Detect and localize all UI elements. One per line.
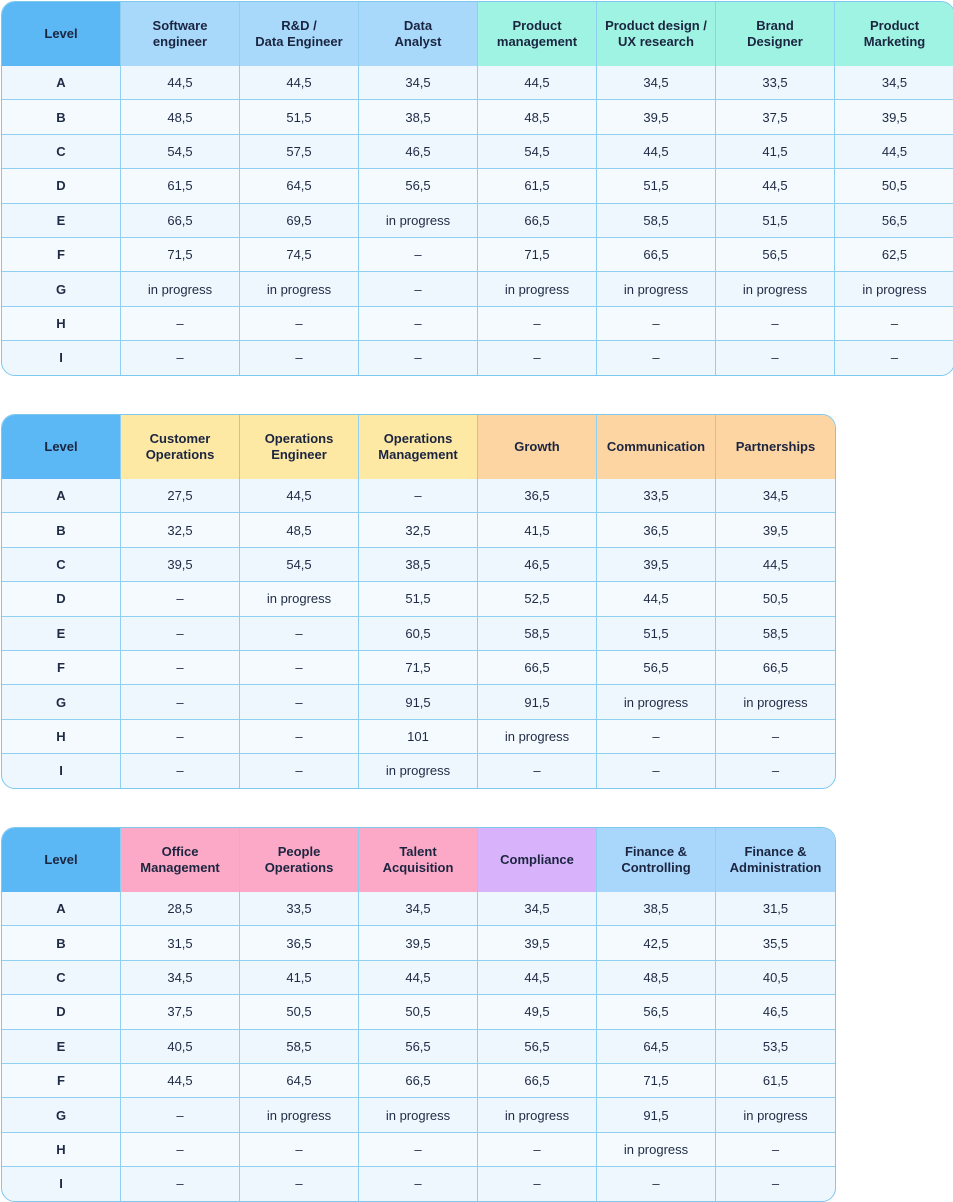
column-header-finance-administration: Finance & Administration (716, 828, 835, 892)
table-row (2, 651, 835, 685)
salary-cell: 46,5 (478, 548, 597, 582)
column-header-brand-designer: Brand Designer (716, 2, 835, 66)
level-cell: C (2, 548, 121, 582)
salary-cell: – (121, 307, 240, 341)
salary-cell: 34,5 (121, 961, 240, 995)
salary-cell: 31,5 (121, 926, 240, 960)
salary-cell: – (359, 479, 478, 513)
column-header-people-operations: People Operations (240, 828, 359, 892)
salary-cell: in progress (240, 582, 359, 616)
salary-cell: – (121, 1133, 240, 1167)
salary-cell: 42,5 (597, 926, 716, 960)
salary-cell: – (359, 307, 478, 341)
table-row (2, 582, 835, 616)
salary-cell: 54,5 (478, 135, 597, 169)
salary-cell: 44,5 (716, 548, 835, 582)
salary-cell: – (121, 754, 240, 787)
salary-cell: 34,5 (835, 66, 953, 100)
column-header-product-management: Product management (478, 2, 597, 66)
salary-cell: – (478, 1167, 597, 1200)
salary-cell: – (121, 582, 240, 616)
table-row (2, 479, 835, 513)
salary-cell: 64,5 (240, 169, 359, 203)
salary-cell: – (597, 307, 716, 341)
column-header-r-d-data-engineer: R&D / Data Engineer (240, 2, 359, 66)
table-row (2, 1030, 835, 1064)
salary-cell: 36,5 (478, 479, 597, 513)
salary-cell: 34,5 (359, 892, 478, 926)
salary-cell: 66,5 (359, 1064, 478, 1098)
salary-cell: 66,5 (478, 651, 597, 685)
level-cell: F (2, 238, 121, 272)
salary-cell: 44,5 (478, 66, 597, 100)
salary-cell: 32,5 (121, 513, 240, 547)
salary-cell: in progress (716, 272, 835, 306)
salary-cell: – (716, 720, 835, 754)
salary-cell: 48,5 (478, 100, 597, 134)
salary-cell: in progress (597, 272, 716, 306)
salary-cell: 64,5 (240, 1064, 359, 1098)
table-row (2, 1167, 835, 1200)
salary-cell: – (240, 651, 359, 685)
salary-table-tech (1, 1, 953, 376)
salary-cell: 56,5 (835, 204, 953, 238)
salary-cell: 71,5 (597, 1064, 716, 1098)
table-row (2, 685, 835, 719)
salary-cell: 51,5 (597, 169, 716, 203)
level-cell: G (2, 1098, 121, 1132)
salary-cell: – (716, 307, 835, 341)
salary-cell: – (597, 1167, 716, 1200)
salary-cell: 38,5 (359, 100, 478, 134)
salary-cell: 39,5 (359, 926, 478, 960)
salary-cell: – (121, 720, 240, 754)
salary-cell: 38,5 (359, 548, 478, 582)
salary-cell: 51,5 (240, 100, 359, 134)
column-header-talent-acquisition: Talent Acquisition (359, 828, 478, 892)
salary-cell: 50,5 (240, 995, 359, 1029)
salary-cell: 35,5 (716, 926, 835, 960)
salary-cell: 51,5 (359, 582, 478, 616)
table-row (2, 341, 953, 374)
salary-cell: 44,5 (359, 961, 478, 995)
salary-cell: 48,5 (121, 100, 240, 134)
salary-cell: 66,5 (121, 204, 240, 238)
salary-cell: 58,5 (240, 1030, 359, 1064)
column-header-operations-management: Operations Management (359, 415, 478, 479)
salary-cell: 49,5 (478, 995, 597, 1029)
salary-cell: – (359, 1133, 478, 1167)
salary-cell: 60,5 (359, 617, 478, 651)
salary-cell: 39,5 (121, 548, 240, 582)
salary-cell: 56,5 (359, 169, 478, 203)
salary-cell: – (478, 1133, 597, 1167)
salary-cell: 54,5 (240, 548, 359, 582)
salary-cell: 33,5 (240, 892, 359, 926)
level-cell: H (2, 720, 121, 754)
salary-cell: in progress (478, 720, 597, 754)
salary-cell: – (771, 763, 780, 779)
salary-cell: – (597, 720, 716, 754)
level-cell: B (2, 926, 121, 960)
salary-cell: 66,5 (597, 238, 716, 272)
salary-cell: – (240, 685, 359, 719)
salary-cell: – (240, 754, 359, 787)
level-cell: E (2, 1030, 121, 1064)
level-cell: H (2, 307, 121, 341)
level-column-header: Level (2, 828, 121, 892)
salary-cell: 37,5 (121, 995, 240, 1029)
level-cell: B (2, 513, 121, 547)
salary-cell: 66,5 (478, 1064, 597, 1098)
salary-cell: 34,5 (597, 66, 716, 100)
salary-cell: 52,5 (478, 582, 597, 616)
salary-cell: 61,5 (121, 169, 240, 203)
level-cell: C (2, 135, 121, 169)
salary-cell: in progress (716, 1098, 835, 1132)
level-cell: D (2, 582, 121, 616)
level-cell: D (2, 995, 121, 1029)
salary-cell: 91,5 (597, 1098, 716, 1132)
salary-cell: 44,5 (597, 135, 716, 169)
salary-cell: – (359, 272, 478, 306)
header-row (2, 828, 835, 892)
level-cell: A (2, 66, 121, 100)
salary-cell: 33,5 (597, 479, 716, 513)
level-cell: C (2, 961, 121, 995)
salary-cell: – (121, 685, 240, 719)
column-header-communication: Communication (597, 415, 716, 479)
level-cell: G (2, 685, 121, 719)
salary-cell: 50,5 (359, 995, 478, 1029)
table-row (2, 272, 953, 306)
salary-cell: 39,5 (597, 548, 716, 582)
level-cell: D (2, 169, 121, 203)
salary-cell: 48,5 (597, 961, 716, 995)
salary-cell: 44,5 (835, 135, 953, 169)
table-row (2, 100, 953, 134)
salary-cell: 51,5 (597, 617, 716, 651)
salary-cell: 66,5 (478, 204, 597, 238)
salary-cell: 53,5 (716, 1030, 835, 1064)
column-header-compliance: Compliance (478, 828, 597, 892)
table-row (2, 720, 835, 754)
table-row (2, 892, 835, 926)
salary-table-corporate (1, 827, 836, 1202)
level-cell: I (2, 341, 121, 374)
salary-cell: 39,5 (597, 100, 716, 134)
table-row (2, 754, 835, 787)
table-row (2, 995, 835, 1029)
table-row (2, 1098, 835, 1132)
salary-cell: 40,5 (716, 961, 835, 995)
salary-cell: 32,5 (359, 513, 478, 547)
salary-cell: in progress (240, 272, 359, 306)
salary-cell: – (716, 1133, 835, 1167)
table-row (2, 238, 953, 272)
salary-cell: 36,5 (597, 513, 716, 547)
salary-cell: – (121, 1167, 240, 1200)
salary-cell: – (240, 307, 359, 341)
level-cell: G (2, 272, 121, 306)
table-row (2, 926, 835, 960)
salary-cell: 56,5 (716, 238, 835, 272)
salary-cell: 56,5 (597, 651, 716, 685)
salary-cell: – (240, 720, 359, 754)
table-row (2, 548, 835, 582)
salary-cell: 38,5 (597, 892, 716, 926)
level-column-header: Level (2, 415, 121, 479)
column-header-office-management: Office Management (121, 828, 240, 892)
salary-cell: 46,5 (359, 135, 478, 169)
salary-cell: 62,5 (835, 238, 953, 272)
salary-cell: – (121, 651, 240, 685)
salary-cell: 64,5 (597, 1030, 716, 1064)
salary-cell: 44,5 (597, 582, 716, 616)
salary-cell: – (771, 1176, 780, 1192)
column-header-customer-operations: Customer Operations (121, 415, 240, 479)
level-cell: B (2, 100, 121, 134)
table-row (2, 204, 953, 238)
level-cell: H (2, 1133, 121, 1167)
salary-cell: 31,5 (716, 892, 835, 926)
salary-cell: 58,5 (597, 204, 716, 238)
salary-cell: in progress (478, 1098, 597, 1132)
salary-cell: 71,5 (121, 238, 240, 272)
salary-cell: in progress (597, 1133, 716, 1167)
column-header-finance-controlling: Finance & Controlling (597, 828, 716, 892)
salary-cell: 46,5 (716, 995, 835, 1029)
salary-cell: 33,5 (716, 66, 835, 100)
salary-cell: 58,5 (478, 617, 597, 651)
level-cell: E (2, 204, 121, 238)
salary-cell: 40,5 (121, 1030, 240, 1064)
table-row (2, 307, 953, 341)
salary-cell: 28,5 (121, 892, 240, 926)
salary-cell: – (890, 350, 899, 366)
level-cell: F (2, 651, 121, 685)
table-row (2, 961, 835, 995)
level-cell: I (2, 1167, 121, 1200)
level-cell: E (2, 617, 121, 651)
salary-cell: in progress (478, 272, 597, 306)
salary-cell: 56,5 (359, 1030, 478, 1064)
salary-cell: 50,5 (716, 582, 835, 616)
salary-cell: 39,5 (478, 926, 597, 960)
salary-cell: 41,5 (478, 513, 597, 547)
salary-cell: – (359, 341, 478, 374)
salary-cell: 54,5 (121, 135, 240, 169)
salary-cell: 44,5 (478, 961, 597, 995)
table-row (2, 617, 835, 651)
column-header-software-engineer: Software engineer (121, 2, 240, 66)
salary-cell: 37,5 (716, 100, 835, 134)
salary-cell: – (478, 307, 597, 341)
salary-cell: 58,5 (716, 617, 835, 651)
salary-table-operations (1, 414, 836, 789)
salary-cell: – (240, 341, 359, 374)
salary-cell: 27,5 (121, 479, 240, 513)
header-row (2, 415, 835, 479)
table-row (2, 513, 835, 547)
salary-cell: 101 (359, 720, 478, 754)
salary-cell: 50,5 (835, 169, 953, 203)
table-row (2, 169, 953, 203)
salary-cell: 69,5 (240, 204, 359, 238)
salary-cell: in progress (121, 272, 240, 306)
salary-cell: 44,5 (121, 1064, 240, 1098)
salary-cell: 56,5 (597, 995, 716, 1029)
column-header-partnerships: Partnerships (716, 415, 835, 479)
salary-cell: – (240, 1133, 359, 1167)
salary-cell: – (121, 1098, 240, 1132)
level-cell: A (2, 479, 121, 513)
salary-cell: 48,5 (240, 513, 359, 547)
salary-cell: 66,5 (716, 651, 835, 685)
salary-cell: 39,5 (835, 100, 953, 134)
column-header-product-marketing: Product Marketing (835, 2, 953, 66)
salary-cell: – (716, 341, 835, 374)
salary-cell: in progress (835, 272, 953, 306)
salary-cell: 34,5 (359, 66, 478, 100)
salary-cell: 91,5 (359, 685, 478, 719)
salary-cell: – (359, 238, 478, 272)
level-column-header: Level (2, 2, 121, 66)
salary-cell: 56,5 (478, 1030, 597, 1064)
salary-cell: 34,5 (716, 479, 835, 513)
salary-cell: 41,5 (240, 961, 359, 995)
salary-cell: – (359, 1167, 478, 1200)
salary-cell: 61,5 (716, 1064, 835, 1098)
salary-cell: – (240, 617, 359, 651)
salary-cell: – (597, 754, 716, 787)
salary-cell: 71,5 (359, 651, 478, 685)
salary-cell: – (478, 341, 597, 374)
header-row (2, 2, 953, 66)
salary-cell: – (835, 307, 953, 341)
salary-cell: 91,5 (478, 685, 597, 719)
level-cell: F (2, 1064, 121, 1098)
salary-cell: – (597, 341, 716, 374)
column-header-growth: Growth (478, 415, 597, 479)
column-header-operations-engineer: Operations Engineer (240, 415, 359, 479)
salary-cell: 44,5 (716, 169, 835, 203)
salary-cell: in progress (359, 1098, 478, 1132)
table-row (2, 1064, 835, 1098)
salary-cell: in progress (359, 204, 478, 238)
salary-cell: – (121, 617, 240, 651)
salary-cell: 71,5 (478, 238, 597, 272)
salary-cell: 36,5 (240, 926, 359, 960)
level-cell: I (2, 754, 121, 787)
salary-cell: 39,5 (716, 513, 835, 547)
salary-cell: 61,5 (478, 169, 597, 203)
salary-cell: 44,5 (240, 66, 359, 100)
table-row (2, 1133, 835, 1167)
salary-cell: – (121, 341, 240, 374)
level-cell: A (2, 892, 121, 926)
salary-cell: 41,5 (716, 135, 835, 169)
salary-cell: in progress (597, 685, 716, 719)
salary-cell: – (240, 1167, 359, 1200)
salary-cell: 44,5 (121, 66, 240, 100)
table-row (2, 66, 953, 100)
salary-cell: 74,5 (240, 238, 359, 272)
column-header-data-analyst: Data Analyst (359, 2, 478, 66)
salary-cell: 51,5 (716, 204, 835, 238)
salary-cell: 44,5 (240, 479, 359, 513)
salary-cell: in progress (240, 1098, 359, 1132)
salary-cell: in progress (359, 754, 478, 787)
salary-cell: 57,5 (240, 135, 359, 169)
salary-cell: – (478, 754, 597, 787)
table-row (2, 135, 953, 169)
column-header-product-design-ux-research: Product design / UX research (597, 2, 716, 66)
salary-cell: 34,5 (478, 892, 597, 926)
salary-cell: in progress (716, 685, 835, 719)
